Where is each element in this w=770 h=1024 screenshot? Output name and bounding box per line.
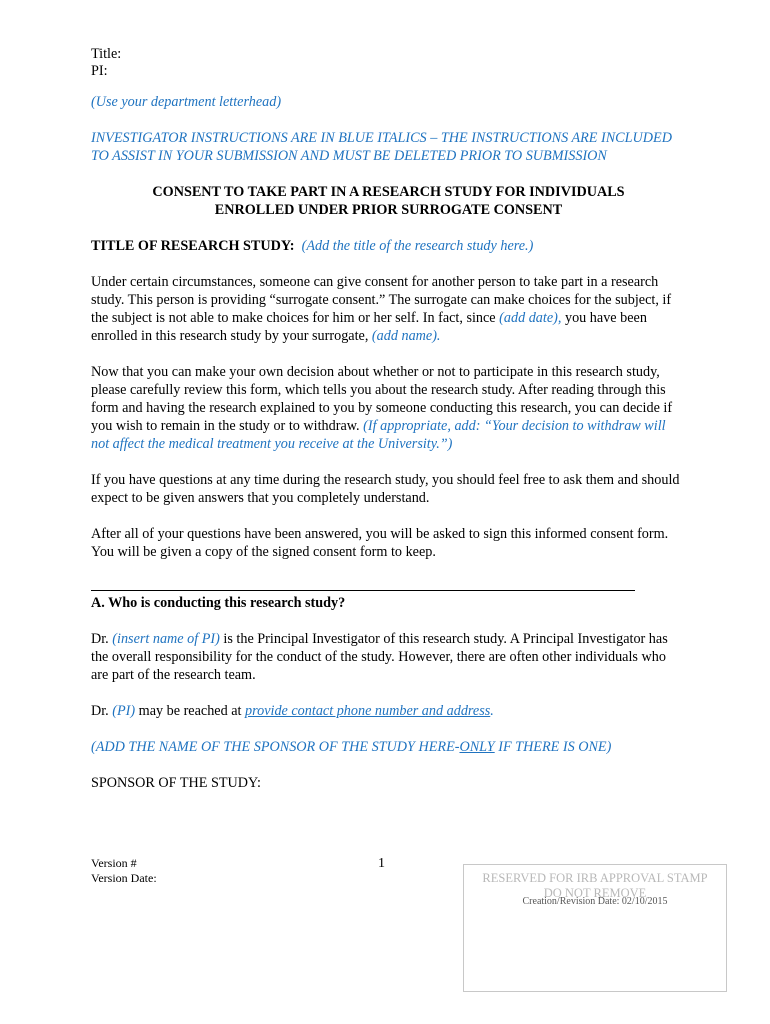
irb-stamp-box	[463, 864, 727, 992]
pi-name-placeholder: (insert name of PI)	[112, 631, 220, 647]
version-block	[91, 856, 157, 886]
withdraw-note: (If appropriate, add: “Your decision to withdraw will not affect the medical treatment you receive at the University.”)	[91, 418, 666, 452]
investigator-instructions: INVESTIGATOR INSTRUCTIONS ARE IN BLUE ITALICS – THE INSTRUCTIONS ARE INCLUDED TO ASSIST IN YOUR SUBMISSION AND MUST BE DELETED PRIOR TO SUBMISSION	[91, 130, 672, 164]
creation-revision-date: Creation/Revision Date: 02/10/2015	[522, 896, 668, 907]
surrogate-middle: you have been enrolled in this research study by your surrogate,	[91, 310, 647, 344]
letterhead-note: (Use your department letterhead)	[91, 94, 282, 110]
study-title-label: TITLE OF RESEARCH STUDY:	[91, 238, 295, 254]
header-pi-label: PI:	[91, 63, 108, 79]
decision-text: Now that you can make your own decision about whether or not to participate in this research study, please carefully review this form, which tells you about the research study. After reading through this form and having the research explained to you by someone conducting this research, you can decide if you wish to remain in the study or to withdraw.	[91, 364, 673, 434]
study-title-row	[91, 237, 686, 255]
document-title-line2: ENROLLED UNDER PRIOR SURROGATE CONSENT	[214, 202, 563, 218]
sponsor-note	[91, 738, 686, 756]
surrogate-paragraph	[91, 273, 686, 345]
stamp-line-1: RESERVED FOR IRB APPROVAL STAMP	[482, 871, 708, 885]
document-body	[91, 46, 686, 792]
sponsor-label: SPONSOR OF THE STUDY:	[91, 775, 261, 791]
contact-end: .	[490, 703, 494, 719]
contact-pi: (PI)	[112, 703, 136, 719]
document-title-line1: CONSENT TO TAKE PART IN A RESEARCH STUDY FOR INDIVIDUALS	[152, 184, 625, 200]
name-placeholder: (add name).	[371, 328, 441, 344]
pi-dr: Dr.	[91, 631, 113, 647]
contact-paragraph	[91, 702, 686, 720]
contact-link[interactable]: provide contact phone number and address	[245, 703, 491, 719]
version-date: Version Date:	[91, 871, 157, 885]
surrogate-text: Under certain circumstances, someone can give consent for another person to take part in a research study. This person is providing “surrogate consent.” The surrogate can make choices for the subject, if the subject is not able to make choices for him or her self. In fact, since	[91, 274, 672, 326]
signature-paragraph: After all of your questions have been answered, you will be asked to sign this informed consent form. You will be given a copy of the signed consent form to keep.	[91, 526, 669, 560]
header-title-label: Title:	[91, 46, 122, 62]
questions-paragraph: If you have questions at any time during the research study, you should feel free to ask them and should expect to be given answers that you completely understand.	[91, 472, 680, 506]
horizontal-divider	[91, 590, 635, 591]
date-placeholder: (add date),	[499, 310, 562, 326]
sponsor-note-a: (ADD THE NAME OF THE SPONSOR OF THE STUDY HERE-	[91, 739, 460, 755]
sponsor-note-b: IF THERE IS ONE)	[494, 739, 612, 755]
sponsor-note-only: ONLY	[459, 739, 495, 755]
section-a-heading: A. Who is conducting this research study?	[91, 595, 346, 611]
pi-rest: is the Principal Investigator of this research study. A Principal Investigator has the overall responsibility for the conduct of the study. However, there are often other individuals who are part of the research team.	[91, 631, 668, 683]
version-number: Version #	[91, 856, 137, 870]
decision-paragraph	[91, 363, 686, 453]
contact-dr: Dr.	[91, 703, 113, 719]
stamp-line-2: DO NOT REMOVE	[543, 886, 647, 900]
pi-paragraph	[91, 630, 686, 684]
study-title-placeholder: (Add the title of the research study here.)	[301, 238, 534, 254]
contact-middle: may be reached at	[135, 703, 246, 719]
page-number: 1	[378, 856, 385, 871]
